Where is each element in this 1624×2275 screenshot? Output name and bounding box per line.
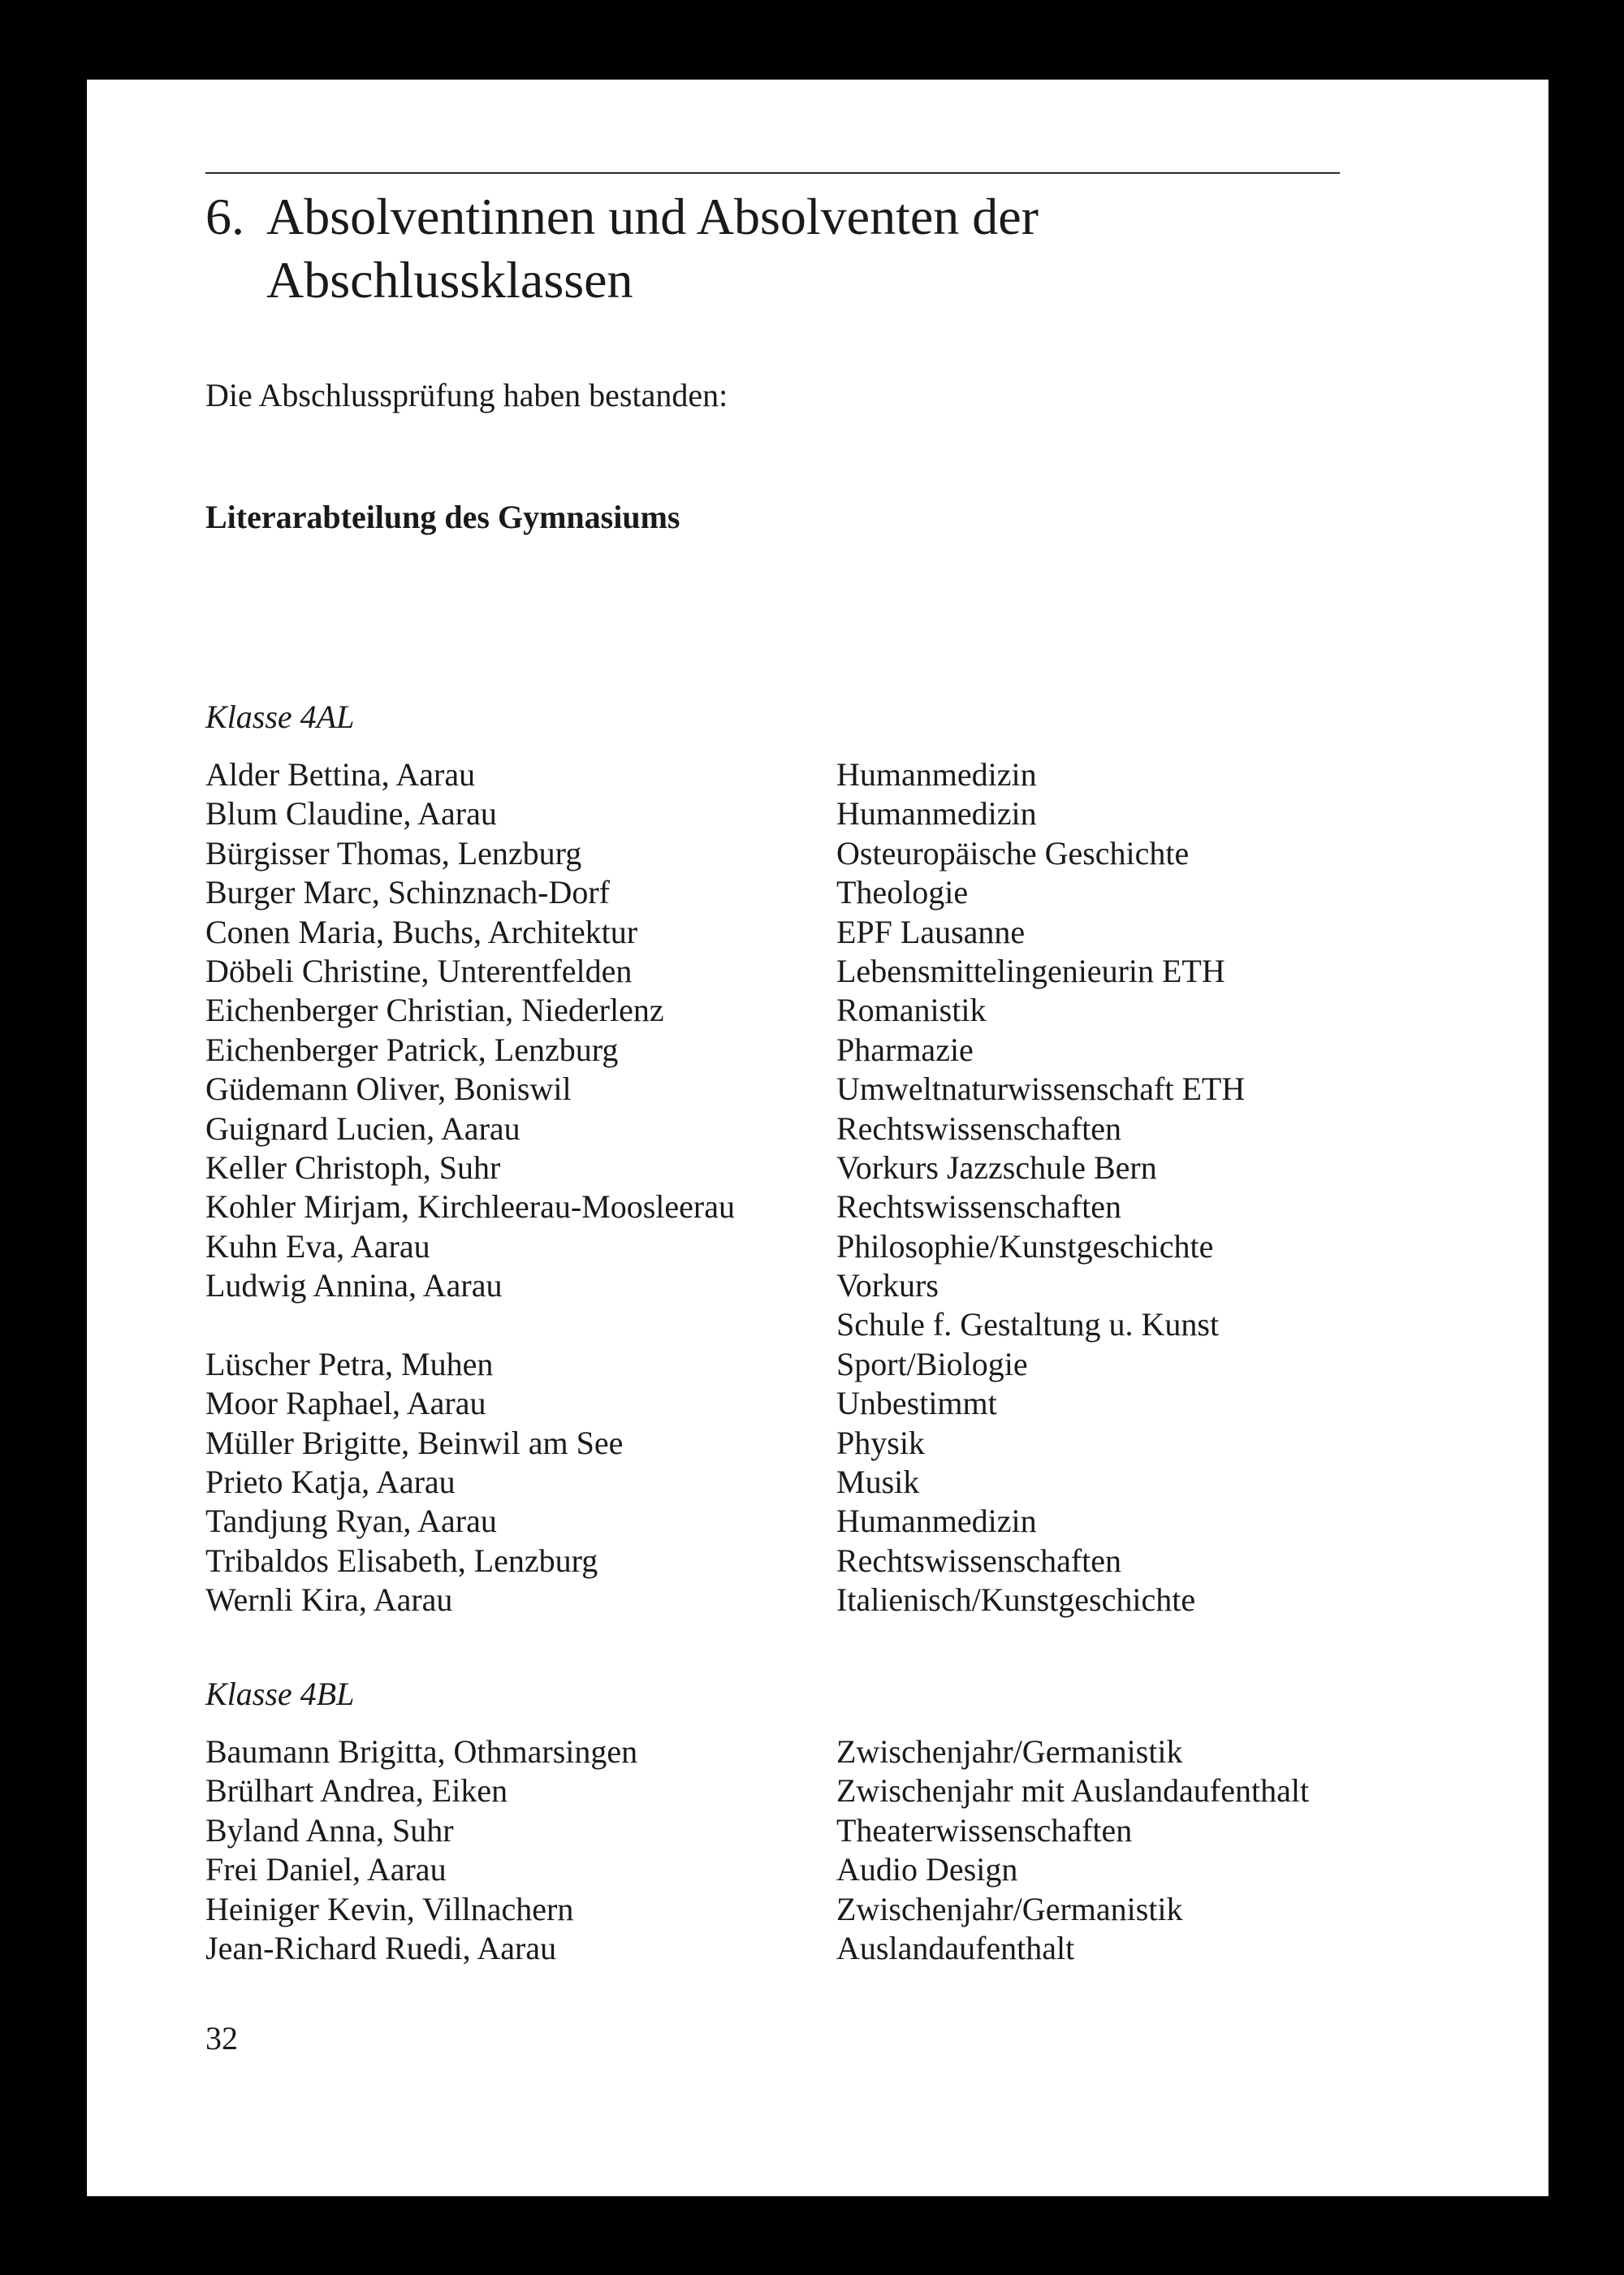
graduate-row: [205, 991, 1358, 1030]
graduate-name: Moor Raphael, Aarau: [205, 1385, 486, 1422]
intro-text: Die Abschlussprüfung haben bestanden:: [205, 377, 728, 413]
graduate-study: Zwischenjahr/Germanistik: [836, 1890, 1183, 1927]
chapter-title-line1: Absolventinnen und Absolventen der: [266, 188, 1039, 245]
graduate-study: Umweltnaturwissenschaft ETH: [836, 1070, 1246, 1108]
graduate-name: Prieto Katja, Aarau: [205, 1464, 456, 1501]
graduate-name: Lüscher Petra, Muhen: [205, 1345, 494, 1382]
graduate-row: [205, 1187, 1358, 1226]
graduate-row: [205, 1502, 1358, 1541]
graduate-row: [205, 1581, 1358, 1620]
class-label-4al: Klasse 4AL: [205, 699, 355, 735]
graduate-row: [205, 834, 1358, 873]
graduate-study: Sport/Biologie: [836, 1345, 1028, 1382]
graduate-study: Zwischenjahr mit Auslandaufenthalt: [836, 1772, 1310, 1810]
graduate-name: Tribaldos Elisabeth, Lenzburg: [205, 1542, 598, 1579]
graduate-name: Güdemann Oliver, Boniswil: [205, 1070, 572, 1108]
page-number: 32: [205, 2020, 238, 2057]
graduate-name: Ludwig Annina, Aarau: [205, 1267, 503, 1304]
graduate-row: [205, 1542, 1358, 1581]
graduate-name: Wernli Kira, Aarau: [205, 1581, 453, 1619]
graduate-study: Rechtswissenschaften: [836, 1542, 1122, 1579]
graduate-row: [205, 873, 1358, 912]
graduate-row: [205, 1305, 1358, 1344]
graduate-study: Humanmedizin: [836, 795, 1037, 833]
title-rule: [205, 172, 1340, 174]
graduate-name: Jean-Richard Ruedi, Aarau: [205, 1929, 557, 1966]
graduate-row: [205, 1463, 1358, 1502]
class-label-4bl: Klasse 4BL: [205, 1676, 355, 1712]
class-roster-4al: [205, 755, 1358, 1620]
graduate-name: Döbeli Christine, Unterentfelden: [205, 952, 633, 989]
graduate-row: [205, 1109, 1358, 1148]
chapter-title: [205, 185, 1342, 312]
graduate-row: [205, 1850, 1358, 1889]
graduate-name: Alder Bettina, Aarau: [205, 756, 476, 793]
graduate-row: [205, 1227, 1358, 1266]
graduate-study: Vorkurs Jazzschule Bern: [836, 1148, 1157, 1186]
graduate-study: Theaterwissenschaften: [836, 1811, 1133, 1849]
graduate-row: [205, 1811, 1358, 1850]
graduate-study: Rechtswissenschaften: [836, 1188, 1122, 1226]
graduate-study: Romanistik: [836, 992, 987, 1029]
graduate-row: [205, 1732, 1358, 1771]
graduate-name: Frei Daniel, Aarau: [205, 1851, 447, 1888]
graduate-study: Unbestimmt: [836, 1385, 997, 1422]
graduate-study: Osteuropäische Geschichte: [836, 834, 1190, 872]
graduate-study: Rechtswissenschaften: [836, 1109, 1122, 1147]
graduate-row: [205, 1266, 1358, 1305]
graduate-study: Italienisch/Kunstgeschichte: [836, 1581, 1196, 1619]
graduate-name: Kuhn Eva, Aarau: [205, 1227, 430, 1265]
graduate-name: Tandjung Ryan, Aarau: [205, 1503, 497, 1540]
graduate-name: [205, 1305, 836, 1344]
graduate-name: Keller Christoph, Suhr: [205, 1148, 501, 1186]
class-roster-4bl: [205, 1732, 1358, 1968]
graduate-row: [205, 1771, 1358, 1810]
graduate-study: Pharmazie: [836, 1031, 974, 1068]
graduate-name: Eichenberger Patrick, Lenzburg: [205, 1031, 619, 1068]
graduate-row: [205, 1148, 1358, 1187]
graduate-name: Müller Brigitte, Beinwil am See: [205, 1424, 624, 1461]
graduate-name: Brülhart Andrea, Eiken: [205, 1772, 508, 1810]
graduate-study: Audio Design: [836, 1851, 1018, 1888]
graduate-study: Theologie: [836, 874, 969, 911]
graduate-name: Guignard Lucien, Aarau: [205, 1109, 520, 1147]
graduate-study: Humanmedizin: [836, 1503, 1037, 1540]
graduate-study: Humanmedizin: [836, 756, 1037, 793]
graduate-name: Bürgisser Thomas, Lenzburg: [205, 834, 582, 872]
graduate-study: Musik: [836, 1464, 920, 1501]
graduate-row: [205, 1384, 1358, 1423]
chapter-title-line2: Abschlussklassen: [266, 251, 633, 309]
graduate-row: [205, 913, 1358, 952]
graduate-study: Lebensmittelingenieurin ETH: [836, 952, 1225, 989]
graduate-study: Schule f. Gestaltung u. Kunst: [836, 1306, 1220, 1343]
graduate-row: [205, 1070, 1358, 1109]
graduate-name: Blum Claudine, Aarau: [205, 795, 497, 833]
chapter-number: 6.: [205, 188, 244, 245]
graduate-name: Byland Anna, Suhr: [205, 1811, 454, 1849]
graduate-study: Auslandaufenthalt: [836, 1929, 1075, 1966]
graduate-name: Burger Marc, Schinznach-Dorf: [205, 874, 610, 911]
graduate-row: [205, 755, 1358, 794]
graduate-name: Baumann Brigitta, Othmarsingen: [205, 1733, 638, 1770]
graduate-name: Conen Maria, Buchs, Architektur: [205, 913, 638, 950]
graduate-row: [205, 1424, 1358, 1463]
graduate-study: Vorkurs: [836, 1267, 939, 1304]
graduate-name: Eichenberger Christian, Niederlenz: [205, 992, 664, 1029]
graduate-row: [205, 1890, 1358, 1929]
graduate-row: [205, 1929, 1358, 1968]
graduate-study: Physik: [836, 1424, 925, 1461]
graduate-name: Heiniger Kevin, Villnachern: [205, 1890, 574, 1927]
graduate-study: Philosophie/Kunstgeschichte: [836, 1227, 1214, 1265]
section-heading: Literarabteilung des Gymnasiums: [205, 499, 680, 535]
graduate-row: [205, 1345, 1358, 1384]
graduate-name: Kohler Mirjam, Kirchleerau-Moosleerau: [205, 1188, 735, 1226]
graduate-row: [205, 1031, 1358, 1070]
graduate-row: [205, 794, 1358, 833]
graduate-row: [205, 952, 1358, 991]
graduate-study: EPF Lausanne: [836, 913, 1026, 950]
graduate-study: Zwischenjahr/Germanistik: [836, 1733, 1183, 1770]
